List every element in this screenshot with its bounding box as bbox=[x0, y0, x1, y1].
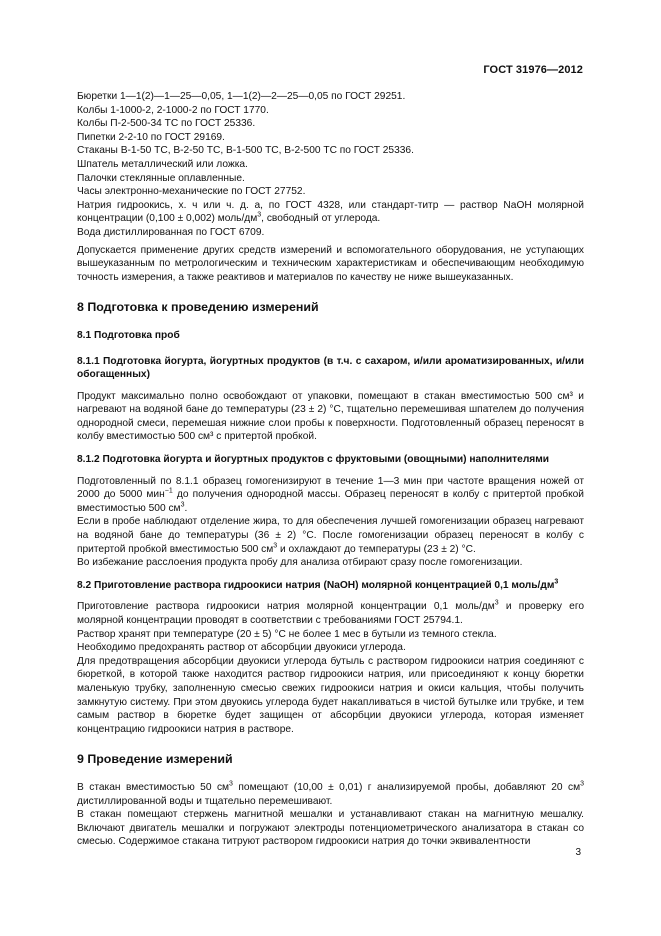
document-code-header: ГОСТ 31976—2012 bbox=[483, 64, 583, 76]
section-8-title: 8 Подготовка к проведению измерений bbox=[77, 300, 319, 315]
list-item: Шпатель металлический или ложка. bbox=[77, 158, 248, 170]
list-item: Часы электронно-механические по ГОСТ 27752. bbox=[77, 186, 306, 198]
document-body bbox=[77, 90, 584, 849]
section-9-title: 9 Проведение измерений bbox=[77, 752, 233, 767]
equipment-list bbox=[77, 90, 584, 199]
section-8-1-2-text-1: Подготовленный по 8.1.1 образец гомогенизируют в течение 1—3 мин при частоте вращения ножей от 2000 до 5000 мин$^{-1}$ до получения однородной массы. Образец переносят в колбу с притертой пробкой вместимостью 500 $см^3$. bbox=[77, 475, 584, 514]
section-8-2-text-3: Необходимо предохранять раствор от абсорбции двуокиси углерода. bbox=[77, 642, 406, 654]
list-item: Стаканы В-1-50 ТС, В-2-50 ТС, В-1-500 ТС, В-2-500 ТС по ГОСТ 25336. bbox=[77, 145, 414, 157]
section-8-1-2-text-2: Если в пробе наблюдают отделение жира, то для обеспечения лучшей гомогенизации образец нагревают на водяной бане до температуры (36 ± 2) °С. После гомогенизации образец переносят в колбу с притертой пробкой вместимостью 500 $см^3$ и охлаждают до температуры (23 ± 2) °С. bbox=[77, 516, 584, 555]
section-8-1-2-text-3: Во избежание расслоения продукта пробу для анализа отбирают сразу после гомогенизации. bbox=[77, 557, 523, 569]
list-item: Бюретки 1—1(2)—1—25—0,05, 1—1(2)—2—25—0,05 по ГОСТ 29251. bbox=[77, 91, 406, 102]
list-item: Пипетки 2-2-10 по ГОСТ 29169. bbox=[77, 131, 225, 143]
section-8-2-text-1: Приготовление раствора гидроокиси натрия молярной концентрации 0,1 моль/$дм^3$ и проверку его молярной концентрации проводят в соответствии с требованиями ГОСТ 25794.1. bbox=[77, 600, 584, 626]
list-item: Колбы 1-1000-2, 2-1000-2 по ГОСТ 1770. bbox=[77, 104, 269, 116]
section-9-text-1: В стакан вместимостью 50 $см^3$ помещают (10,00 ± 0,01) г анализируемой пробы, добавляют 20 $см^3$ дистиллированной воды и тщательно перемешивают. bbox=[77, 780, 584, 807]
section-8-1-title: 8.1 Подготовка проб bbox=[77, 329, 180, 341]
reagent-naoh: Натрия гидроокись, х. ч или ч. д. а, по ГОСТ 4328, или стандарт-титр — раствор NaOH молярной концентрации (0,100 ± 0,002) моль/$дм^3$, свободный от углерода. bbox=[77, 199, 584, 225]
section-8-1-1-text: Продукт максимально полно освобождают от упаковки, помещают в стакан вместимостью 500 см³ и нагревают на водяной бане до температуры (23 ± 2) °С, тщательно перемешивая шпателем до получения однородной смеси, перемешая нижние слои пробы к поверхности. Подготовленный образец переносят в колбу вместимостью 500 см³ с притертой пробкой. bbox=[77, 390, 584, 443]
list-item: Палочки стеклянные оплавленные. bbox=[77, 172, 245, 184]
page-number: 3 bbox=[575, 847, 581, 858]
section-8-2-text-2: Раствор хранят при температуре (20 ± 5) °С не более 1 мес в бутыли из темного стекла. bbox=[77, 628, 497, 640]
list-item: Колбы П-2-500-34 ТС по ГОСТ 25336. bbox=[77, 118, 256, 130]
allowance-paragraph: Допускается применение других средств измерений и вспомогательного оборудования, не уступающих вышеуказанным по метрологическим и техническим характеристикам и обеспечивающим необходимую точность измерения, а также реактивов и материалов по качеству не ниже вышеуказанных. bbox=[77, 244, 584, 283]
section-8-2-text-4: Для предотвращения абсорбции двуокиси углерода бутыль с раствором гидроокиси натрия соединяют с бюреткой, в которой также находится раствор гидроокиси натрия, или присоединяют к концу бюретки маленькую трубку, заполненную смесью свежих гидроокиси натрия и окиси кальция, чтобы получить замкнутую систему. При этом двуокись углерода будет накапливаться в чистой бутылке или трубке, и тем самым раствор в бюретке будет защищен от абсорбции двуокиси углерода, которая изменяет концентрацию гидроокиси натрия в растворе. bbox=[77, 655, 584, 735]
reagent-water: Вода дистиллированная по ГОСТ 6709. bbox=[77, 226, 265, 238]
section-8-1-2-title: 8.1.2 Подготовка йогурта и йогуртных продуктов с фруктовыми (овощными) наполнителями bbox=[77, 454, 550, 466]
section-9-text-2: В стакан помещают стержень магнитной мешалки и устанавливают стакан на магнитную мешалку. Включают двигатель мешалки и погружают электроды потенциометрического анализатора в стакан со смесью. Содержимое стакана титруют раствором гидроокиси натрия до точки эквивалентности bbox=[77, 809, 584, 848]
section-8-2-title: 8.2 Приготовление раствора гидроокиси натрия (NaOH) молярной концентрацией 0,1 моль/$дм^3$ bbox=[77, 578, 559, 591]
section-8-1-1-title: 8.1.1 Подготовка йогурта, йогуртных продуктов (в т.ч. с сахаром, и/или ароматизированных, и/или обогащенных) bbox=[77, 355, 584, 381]
